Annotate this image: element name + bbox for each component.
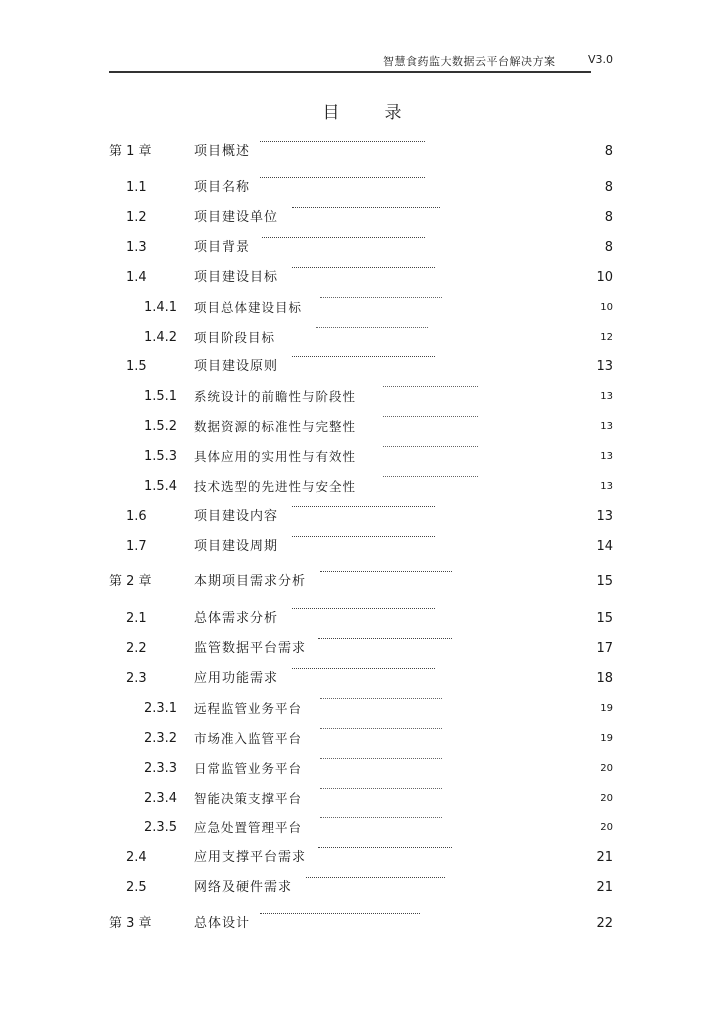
toc-entry-title: 网络及硬件需求 xyxy=(194,880,293,895)
toc-leader-dots xyxy=(320,817,442,818)
toc-entry-page-number: 20 xyxy=(600,822,613,833)
toc-entry-page-number: 18 xyxy=(596,671,613,686)
toc-entry[interactable] xyxy=(0,446,724,468)
toc-leader-dots xyxy=(260,141,425,142)
toc-entry-page-number: 10 xyxy=(596,270,613,285)
toc-entry-number: 2.3 xyxy=(126,671,147,686)
toc-leader-dots xyxy=(260,913,420,914)
toc-entry[interactable] xyxy=(0,386,724,408)
toc-entry-title: 项目建设内容 xyxy=(194,509,279,524)
toc-entry-page-number: 13 xyxy=(600,421,613,432)
toc-entry[interactable] xyxy=(0,536,724,558)
toc-entry-number: 第 3 章 xyxy=(109,916,152,931)
toc-leader-dots xyxy=(292,267,435,268)
toc-entry-page-number: 20 xyxy=(600,763,613,774)
toc-entry-title: 项目背景 xyxy=(194,240,251,255)
toc-entry-page-number: 8 xyxy=(604,180,613,195)
toc-entry-title: 项目建设周期 xyxy=(194,539,279,554)
toc-entry-title: 具体应用的实用性与有效性 xyxy=(194,449,357,464)
toc-entry-number: 1.7 xyxy=(126,539,147,554)
toc-entry-page-number: 22 xyxy=(596,916,613,931)
toc-entry-title: 日常监管业务平台 xyxy=(194,761,303,776)
toc-leader-dots xyxy=(320,698,442,699)
toc-entry-page-number: 13 xyxy=(600,391,613,402)
toc-leader-dots xyxy=(320,297,442,298)
toc-entry[interactable] xyxy=(0,237,724,259)
toc-entry[interactable] xyxy=(0,476,724,498)
toc-entry-page-number: 17 xyxy=(596,641,613,656)
toc-leader-dots xyxy=(292,608,435,609)
toc-entry[interactable] xyxy=(0,817,724,839)
toc-leader-dots xyxy=(320,728,442,729)
toc-entry[interactable] xyxy=(0,207,724,229)
toc-leader-dots xyxy=(306,877,445,878)
toc-leader-dots xyxy=(383,476,478,477)
toc-entry-title: 市场准入监管平台 xyxy=(194,731,303,746)
toc-entry-number: 1.4 xyxy=(126,270,147,285)
toc-leader-dots xyxy=(292,356,435,357)
toc-entry-title: 技术选型的先进性与安全性 xyxy=(194,479,357,494)
toc-entry-page-number: 20 xyxy=(600,793,613,804)
toc-leader-dots xyxy=(262,237,425,238)
toc-entry-page-number: 19 xyxy=(600,703,613,714)
toc-entry[interactable] xyxy=(0,571,724,593)
toc-leader-dots xyxy=(292,536,435,537)
toc-entry[interactable] xyxy=(0,267,724,289)
toc-entry-page-number: 10 xyxy=(600,302,613,313)
toc-leader-dots xyxy=(292,207,440,208)
toc-entry-number: 2.3.3 xyxy=(144,761,178,776)
toc-entry-title: 项目总体建设目标 xyxy=(194,300,303,315)
toc-entry-title: 应急处置管理平台 xyxy=(194,820,303,835)
toc-leader-dots xyxy=(383,416,478,417)
toc-entry-page-number: 21 xyxy=(596,850,613,865)
toc-entry-title: 监管数据平台需求 xyxy=(194,641,307,656)
toc-entry-number: 1.5.2 xyxy=(144,419,178,434)
toc-entry-page-number: 8 xyxy=(604,240,613,255)
toc-entry[interactable] xyxy=(0,608,724,630)
toc-entry-page-number: 13 xyxy=(600,451,613,462)
toc-entry-number: 1.5.3 xyxy=(144,449,178,464)
toc-entry-number: 2.3.1 xyxy=(144,701,178,716)
toc-entry-title: 应用功能需求 xyxy=(194,671,279,686)
toc-leader-dots xyxy=(292,668,435,669)
toc-entry-page-number: 19 xyxy=(600,733,613,744)
toc-entry[interactable] xyxy=(0,177,724,199)
toc-leader-dots xyxy=(383,386,478,387)
document-version: V3.0 xyxy=(588,53,614,66)
toc-leader-dots xyxy=(383,446,478,447)
toc-entry[interactable] xyxy=(0,847,724,869)
toc-entry-page-number: 13 xyxy=(600,481,613,492)
toc-entry-title: 项目建设原则 xyxy=(194,359,279,374)
toc-entry-page-number: 12 xyxy=(600,332,613,343)
toc-entry[interactable] xyxy=(0,698,724,720)
toc-entry-title: 项目概述 xyxy=(194,144,251,159)
toc-entry-title: 远程监管业务平台 xyxy=(194,701,303,716)
toc-leader-dots xyxy=(318,847,452,848)
toc-entry-number: 1.4.1 xyxy=(144,300,178,315)
toc-entry[interactable] xyxy=(0,788,724,810)
toc-entry-number: 第 1 章 xyxy=(109,144,152,159)
toc-entry-number: 2.3.5 xyxy=(144,820,178,835)
toc-entry-number: 第 2 章 xyxy=(109,574,152,589)
toc-entry-number: 1.4.2 xyxy=(144,330,178,345)
header-divider xyxy=(109,71,591,73)
toc-entry-title: 本期项目需求分析 xyxy=(194,574,307,589)
toc-entry-number: 1.3 xyxy=(126,240,147,255)
toc-entry[interactable] xyxy=(0,668,724,690)
toc-entry-title: 应用支撑平台需求 xyxy=(194,850,307,865)
toc-entry-title: 项目阶段目标 xyxy=(194,330,276,345)
toc-leader-dots xyxy=(320,758,442,759)
toc-entry-page-number: 8 xyxy=(604,144,613,159)
toc-leader-dots xyxy=(318,638,452,639)
toc-entry[interactable] xyxy=(0,141,724,163)
toc-entry-page-number: 15 xyxy=(596,611,613,626)
toc-entry-title: 智能决策支撑平台 xyxy=(194,791,303,806)
toc-entry[interactable] xyxy=(0,416,724,438)
toc-entry[interactable] xyxy=(0,758,724,780)
toc-entry-number: 2.2 xyxy=(126,641,147,656)
document-header-title: 智慧食药监大数据云平台解决方案 xyxy=(383,55,556,68)
toc-leader-dots xyxy=(320,571,452,572)
toc-entry-title: 总体需求分析 xyxy=(194,611,279,626)
toc-entry-title: 项目建设目标 xyxy=(194,270,279,285)
toc-entry-page-number: 13 xyxy=(596,359,613,374)
toc-heading: 目录 xyxy=(322,103,447,123)
toc-entry[interactable] xyxy=(0,638,724,660)
toc-entry-title: 项目建设单位 xyxy=(194,210,279,225)
toc-entry-number: 1.2 xyxy=(126,210,147,225)
toc-entry-number: 2.4 xyxy=(126,850,147,865)
toc-entry-title: 数据资源的标准性与完整性 xyxy=(194,419,357,434)
toc-entry[interactable] xyxy=(0,297,724,319)
toc-entry-number: 2.3.4 xyxy=(144,791,178,806)
toc-entry[interactable] xyxy=(0,728,724,750)
toc-entry[interactable] xyxy=(0,913,724,935)
toc-entry-number: 1.5.4 xyxy=(144,479,178,494)
toc-entry-page-number: 13 xyxy=(596,509,613,524)
toc-entry-number: 2.3.2 xyxy=(144,731,178,746)
toc-leader-dots xyxy=(316,327,428,328)
toc-entry-page-number: 21 xyxy=(596,880,613,895)
toc-entry-title: 系统设计的前瞻性与阶段性 xyxy=(194,389,357,404)
toc-entry[interactable] xyxy=(0,506,724,528)
toc-entry[interactable] xyxy=(0,877,724,899)
toc-entry-number: 2.5 xyxy=(126,880,147,895)
toc-entry-title: 项目名称 xyxy=(194,180,251,195)
toc-entry-number: 1.5 xyxy=(126,359,147,374)
toc-leader-dots xyxy=(260,177,425,178)
toc-leader-dots xyxy=(292,506,435,507)
toc-entry-title: 总体设计 xyxy=(194,916,251,931)
toc-entry-number: 1.5.1 xyxy=(144,389,178,404)
toc-leader-dots xyxy=(320,788,442,789)
toc-entry-page-number: 8 xyxy=(604,210,613,225)
toc-entry-number: 2.1 xyxy=(126,611,147,626)
toc-entry[interactable] xyxy=(0,356,724,378)
toc-entry-number: 1.1 xyxy=(126,180,147,195)
toc-entry[interactable] xyxy=(0,327,724,349)
toc-entry-number: 1.6 xyxy=(126,509,147,524)
toc-entry-page-number: 15 xyxy=(596,574,613,589)
toc-entry-page-number: 14 xyxy=(596,539,613,554)
